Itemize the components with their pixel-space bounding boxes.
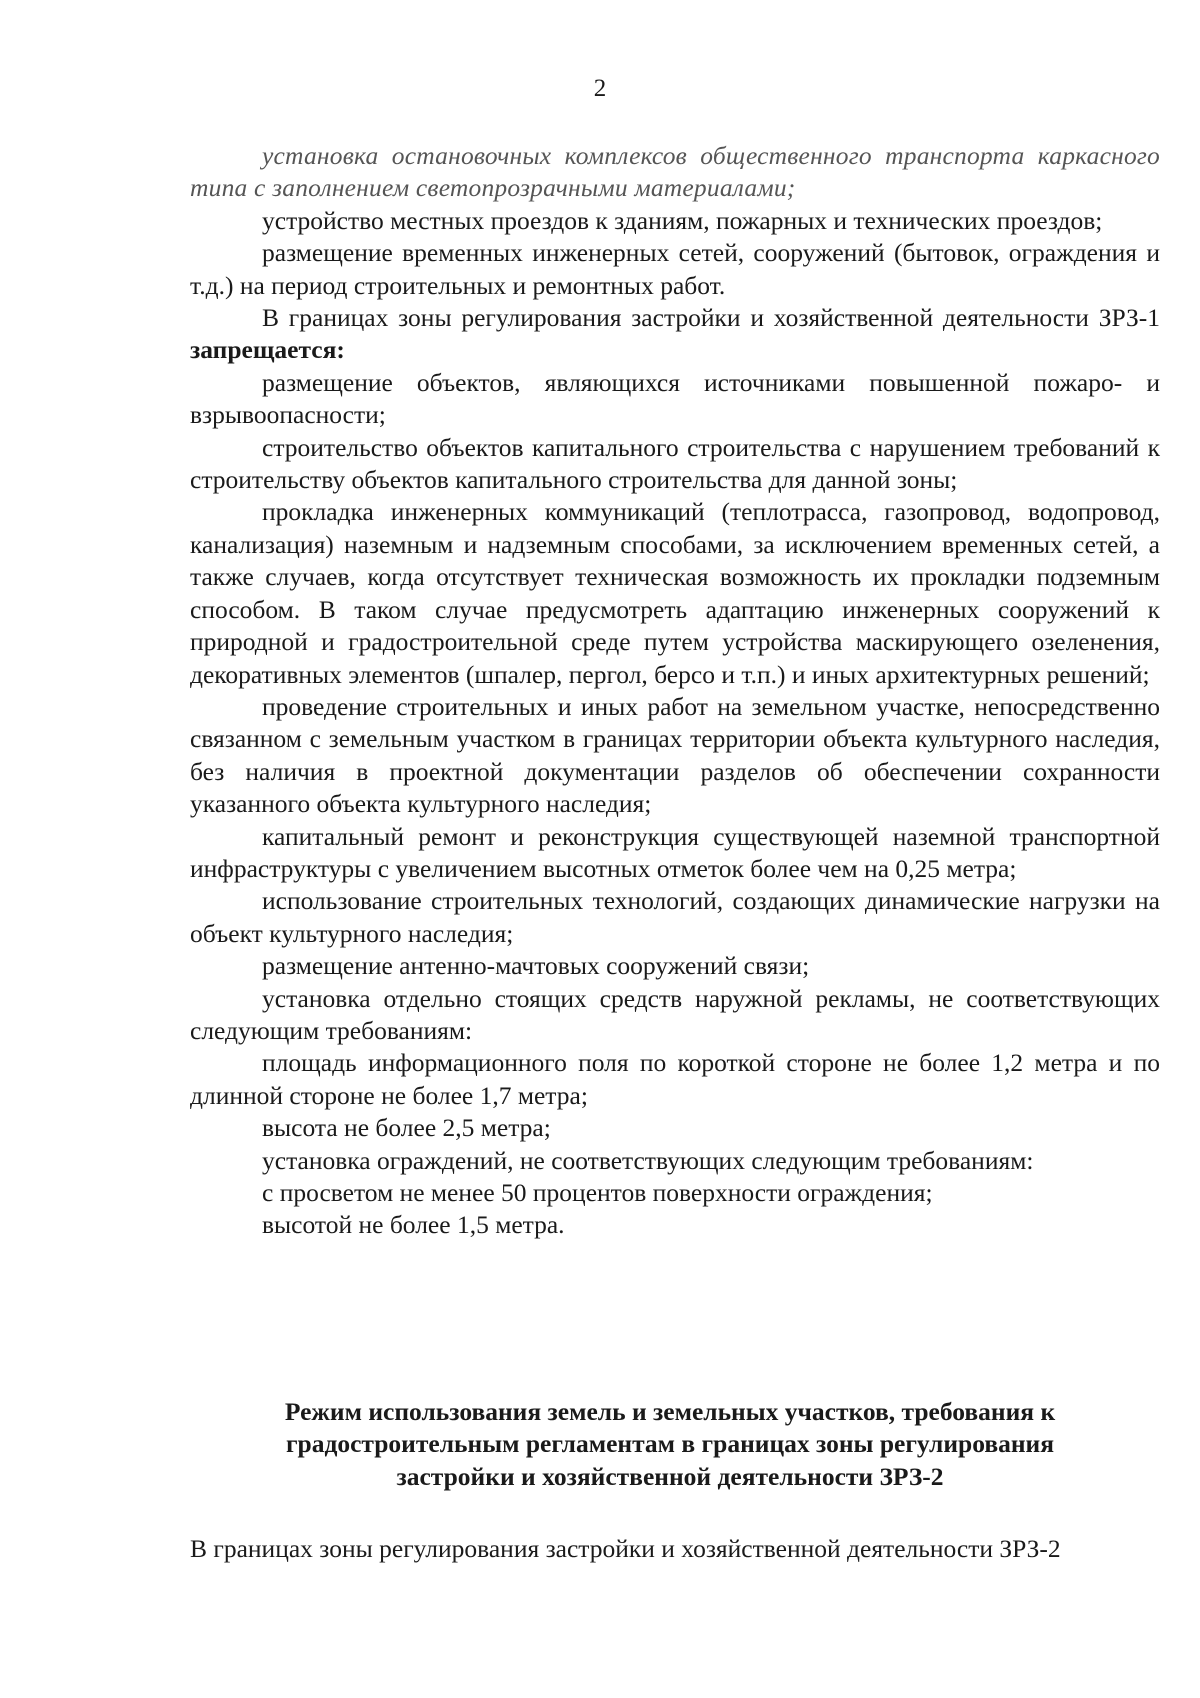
- paragraph-zrz2-intro: В границах зоны регулирования застройки и хозяйственной деятельности ЗРЗ-2: [190, 1534, 1061, 1563]
- section-title-line: Режим использования земель и земельных участков, требования к: [284, 1397, 1056, 1426]
- paragraph-zone-prohibitions-intro: [190, 302, 1160, 367]
- paragraph-outdoor-advertising: установка отдельно стоящих средств наружной рекламы, не соответствующих следующим требованиям:: [190, 983, 1160, 1045]
- paragraph-transport-reconstruction: капитальный ремонт и реконструкция существующей наземной транспортной инфраструктуры с увеличением высотных отметок более чем на 0,25 метра;: [190, 821, 1160, 883]
- paragraph-bus-stops: установка остановочных комплексов общественного транспорта каркасного типа с заполнением светопрозрачными материалами;: [190, 141, 1160, 203]
- paragraph-fence-height: высотой не более 1,5 метра.: [262, 1210, 565, 1240]
- paragraph-height-limit: высота не более 2,5 метра;: [262, 1113, 551, 1143]
- paragraph-info-field-size: площадь информационного поля по короткой стороне не более 1,2 метра и по длинной стороне не более 1,7 метра;: [190, 1048, 1160, 1110]
- prohibited-emphasis: запрещается:: [190, 335, 345, 365]
- document-body: [190, 140, 1160, 1242]
- paragraph-fence-requirements: установка ограждений, не соответствующих следующим требованиям:: [262, 1145, 1034, 1175]
- page-number: 2: [593, 75, 607, 102]
- paragraph-local-driveways: устройство местных проездов к зданиям, пожарных и технических проездов;: [262, 205, 1103, 235]
- paragraph-capital-construction: строительство объектов капитального строительства с нарушением требований к строительству объектов капитального строительства для данной зоны;: [190, 432, 1160, 495]
- paragraph-antenna-masts: размещение антенно-мачтовых сооружений связи;: [262, 951, 810, 981]
- paragraph-utility-lines: прокладка инженерных коммуникаций (теплотрасса, газопровод, водопровод, канализация) наземным и надземным способами, за исключением временных сетей, а также случаев, когда отсутствует техническая возможность их прокладки подземным способом. В таком случае предусмотреть адаптацию инженерных сооружений к природной и градостроительной среде путем устройства маскирующего озеленения, декоративных элементов (шпалер, пергол, берсо и т.п.) и иных архитектурных решений;: [190, 497, 1160, 689]
- section-title-line: градостроительным регламентам в границах зоны регулирования: [285, 1429, 1055, 1459]
- section-title-zrz2: [230, 1396, 1110, 1493]
- paragraph-dynamic-loads: использование строительных технологий, создающих динамические нагрузки на объект культурного наследия;: [190, 886, 1160, 948]
- paragraph-temporary-networks: размещение временных инженерных сетей, сооружений (бытовок, ограждения и т.д.) на период строительных и ремонтных работ.: [190, 238, 1160, 300]
- paragraph-works-near-heritage: проведение строительных и иных работ на земельном участке, непосредственно связанном с земельным участком в границах территории объекта культурного наследия, без наличия в проектной документации разделов об обеспечении сохранности указанного объекта культурного наследия;: [190, 691, 1160, 819]
- paragraph-fence-clearance: с просветом не менее 50 процентов поверхности ограждения;: [262, 1178, 933, 1207]
- paragraph-fire-hazard-objects: размещение объектов, являющихся источниками повышенной пожаро- и взрывоопасности;: [190, 367, 1160, 430]
- zone-intro-text: В границах зоны регулирования застройки и хозяйственной деятельности ЗРЗ-1: [262, 303, 1160, 333]
- section-title-line: застройки и хозяйственной деятельности ЗРЗ-2: [396, 1461, 944, 1491]
